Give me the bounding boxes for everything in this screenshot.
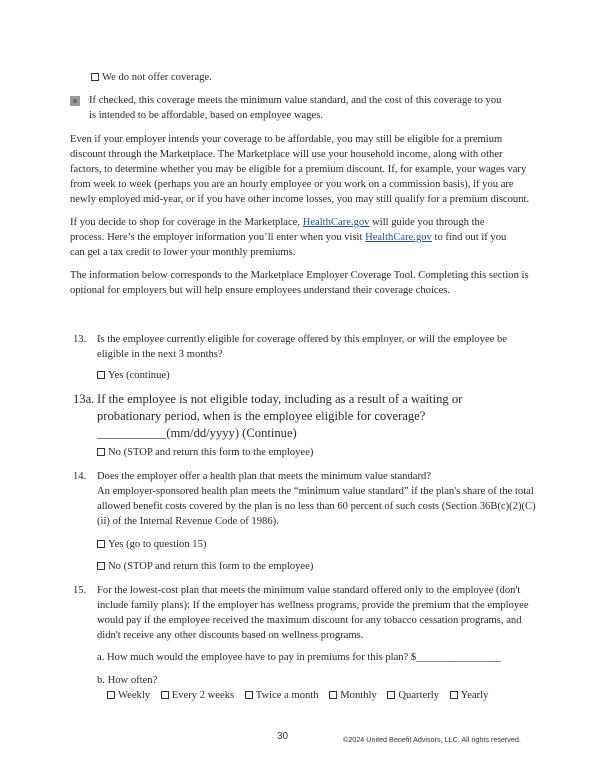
healthcare-gov-link-1[interactable]: HealthCare.gov <box>302 217 370 228</box>
q15-number: 15. <box>73 585 87 596</box>
paragraph-healthcare-gov <box>70 215 520 260</box>
page-number: 30 <box>277 731 289 742</box>
q15-b-label: b. How often? <box>97 675 158 686</box>
q14-yes-label: Yes (go to question 15) <box>108 539 207 550</box>
checkbox-icon[interactable] <box>91 73 99 81</box>
frequency-monthly[interactable]: Monthly <box>329 688 377 703</box>
min-value-checkbox[interactable] <box>70 96 80 111</box>
no-coverage-option[interactable] <box>91 70 212 85</box>
q13a-no-option[interactable] <box>97 445 313 460</box>
checked-box-icon[interactable] <box>70 96 80 106</box>
q13a-number: 13a. <box>73 392 95 406</box>
paragraph-3-text: The information below corresponds to the Marketplace Employer Coverage Tool. Completing this section is optional for employers but will help ensure employees understand their coverage choices. <box>70 270 529 296</box>
checkbox-icon[interactable] <box>387 691 395 699</box>
q13-yes-label: Yes (continue) <box>108 370 170 381</box>
q13a-text <box>97 391 517 442</box>
checkbox-icon[interactable] <box>97 540 105 548</box>
q14-text <box>97 469 537 529</box>
q15-a-label: a. How much would the employee have to pay in premiums for this plan? $________________ <box>97 652 501 663</box>
checkbox-icon[interactable] <box>329 691 337 699</box>
frequency-twice-a-month[interactable]: Twice a month <box>245 688 319 703</box>
checkbox-icon[interactable] <box>97 371 105 379</box>
q14-detail: An employer-sponsored health plan meets the “minimum value standard” if the plan's share of the total allowed benefit costs covered by the plan is no less than 60 percent of such costs (Section 36B(c)(2)(C)(ii) of the Internal Revenue Code of 1986). <box>97 486 536 527</box>
checkbox-icon[interactable] <box>245 691 253 699</box>
frequency-weekly[interactable]: Weekly <box>107 688 150 703</box>
checkbox-icon[interactable] <box>161 691 169 699</box>
healthcare-gov-link-2[interactable]: HealthCare.gov <box>365 232 432 243</box>
q14-no-label: No (STOP and return this form to the employee) <box>108 561 314 572</box>
checkbox-icon[interactable] <box>107 691 115 699</box>
checkbox-icon[interactable] <box>450 691 458 699</box>
p2-text-a: If you decide to shop for coverage in the Marketplace, <box>70 217 303 228</box>
q14-number: 14. <box>73 471 87 482</box>
q13-text <box>97 332 537 362</box>
frequency-every-2-weeks[interactable]: Every 2 weeks <box>161 688 234 703</box>
min-value-text <box>89 93 509 123</box>
q15-b-how-often <box>97 673 157 688</box>
p2-text-c: to find out if you can get a tax credit to lower your monthly premiums. <box>70 232 507 258</box>
q13-number: 13. <box>73 334 87 345</box>
q15-a-premium[interactable] <box>97 650 501 665</box>
paragraph-marketplace-tool <box>70 268 532 298</box>
q15-text <box>97 583 537 643</box>
frequency-quarterly[interactable]: Quarterly <box>387 688 439 703</box>
q13a-question: If the employee is not eligible today, including as a result of a waiting or probationary period, when is the employee eligible for coverage? ___________(mm/dd/yyyy) (Continue) <box>97 392 463 440</box>
q14-no-option[interactable] <box>97 559 313 574</box>
q14-question: Does the employer offer a health plan that meets the minimum value standard? <box>97 471 431 482</box>
q15-question: For the lowest-cost plan that meets the minimum value standard offered only to the employee (don't include family plans): If the employer has wellness programs, provide the premium that the employee would pay if the employee received the maximum discount for any tobacco cessation programs, and didn't receive any other discounts based on wellness programs. <box>97 585 529 641</box>
p2-text-b: will guide you through the process. Here’s the employer information you’ll enter when you visit <box>70 217 485 243</box>
frequency-yearly[interactable]: Yearly <box>450 688 489 703</box>
q13-yes-option[interactable] <box>97 368 170 383</box>
frequency-options <box>107 688 496 703</box>
no-coverage-label: We do not offer coverage. <box>102 72 212 83</box>
q13-question: Is the employee currently eligible for coverage offered by this employer, or will the employee be eligible in the next 3 months? <box>97 334 508 360</box>
paragraph-premium-discount <box>70 132 532 207</box>
paragraph-1-text: Even if your employer intends your coverage to be affordable, you may still be eligible for a premium discount through the Marketplace. The Marketplace will use your household income, along with other factors, to determine whether you may be eligible for a premium discount. If, for example, your wages vary from week to week (perhaps you are an hourly employee or you work on a commission basis), if you are newly employed mid-year, or if you have other income losses, you may still qualify for a premium discount. <box>70 134 530 205</box>
q14-yes-option[interactable] <box>97 537 206 552</box>
copyright-notice: ©2024 United Benefit Advisors, LLC. All rights reserved. <box>343 735 521 744</box>
q13a-no-label: No (STOP and return this form to the employee) <box>108 447 314 458</box>
checkbox-icon[interactable] <box>97 448 105 456</box>
min-value-label: If checked, this coverage meets the minimum value standard, and the cost of this coverage to you is intended to be affordable, based on employee wages. <box>89 95 502 121</box>
checkbox-icon[interactable] <box>97 562 105 570</box>
